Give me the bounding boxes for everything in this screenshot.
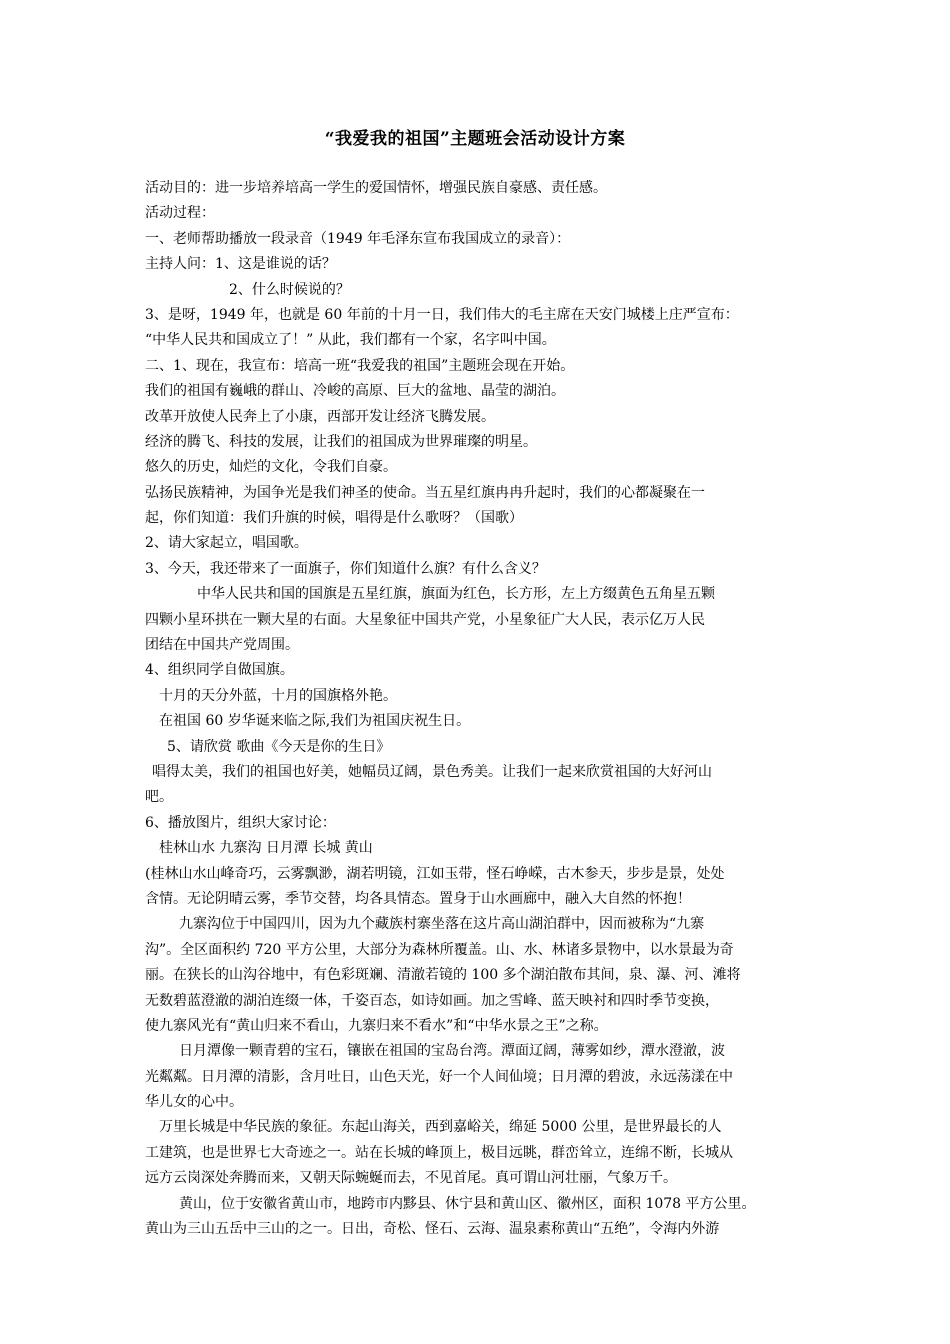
paragraph-line: 在祖国 60 岁华诞来临之际,我们为祖国庆祝生日。 <box>159 713 471 730</box>
paragraph-line: 含情。无论阴晴云雾，季节交替，均各具情态。置身于山水画廊中，融入大自然的怀抱！ <box>145 890 691 907</box>
paragraph-line: 6、播放图片，组织大家讨论： <box>145 814 336 831</box>
paragraph-line: 唱得太美，我们的祖国也好美，她幅员辽阔，景色秀美。让我们一起来欣赏祖国的大好河山 <box>152 763 712 780</box>
paragraph-line: 桂林山水 九寨沟 日月潭 长城 黄山 <box>159 840 373 857</box>
paragraph-line: 2、请大家起立，唱国歌。 <box>145 535 308 552</box>
paragraph-line: 黄山为三山五岳中三山的之一。日出，奇松、怪石、云海、温泉素称黄山“五绝”，令海内外游 <box>145 1221 720 1238</box>
paragraph-line: 3、今天，我还带来了一面旗子，你们知道什么旗？有什么含义？ <box>145 560 546 577</box>
paragraph-line: 活动目的：进一步培养培高一学生的爱国情怀，增强民族自豪感、责任感。 <box>145 180 607 196</box>
paragraph-line: 主持人问：1、这是谁说的话？ <box>145 256 336 273</box>
paragraph-line: 万里长城是中华民族的象征。东起山海关，西到嘉峪关，绵延 5000 公里，是世界最长的人 <box>159 1119 722 1136</box>
paragraph-line: 悠久的历史，灿烂的文化，令我们自豪。 <box>145 459 397 476</box>
paragraph-line: 起，你们知道：我们升旗的时候，唱得是什么歌呀？（国歌） <box>145 510 523 527</box>
paragraph-line: 无数碧蓝澄澈的湖泊连缀一体，千姿百态，如诗如画。加之雪峰、蓝天映衬和四时季节变换， <box>145 992 719 1009</box>
paragraph-line: 5、请欣赏 歌曲《今天是你的生日》 <box>167 738 391 755</box>
document-title: “我爱我的祖国”主题班会活动设计方案 <box>324 129 626 149</box>
paragraph-line: 4、组织同学自做国旗。 <box>145 662 294 679</box>
paragraph-line: 3、是呀，1949 年，也就是 60 年前的十月一日，我们伟大的毛主席在天安门城楼上庄严宣布： <box>145 306 739 323</box>
paragraph-line: 光粼粼。日月潭的清影，含月吐日，山色天光，好一个人间仙境；日月潭的碧波，永远荡漾在中 <box>145 1068 733 1085</box>
paragraph-line: 九寨沟位于中国四川，因为九个藏族村寨坐落在这片高山湖泊群中，因而被称为“九寨 <box>179 916 705 933</box>
paragraph-line: 华儿女的心中。 <box>145 1094 243 1111</box>
paragraph-line: 2、什么时候说的？ <box>229 281 350 298</box>
paragraph-line: 四颗小星环拱在一颗大星的右面。大星象征中国共产党，小星象征广大人民，表示亿万人民 <box>145 611 705 628</box>
paragraph-line: (桂林山水山峰奇巧，云雾飘渺，湖若明镜，江如玉带，怪石峥嵘，古木参天，步步是景，处处 <box>145 865 725 882</box>
paragraph-line: 我们的祖国有巍峨的群山、冷峻的高原、巨大的盆地、晶莹的湖泊。 <box>145 383 565 400</box>
paragraph-line: 弘扬民族精神，为国争光是我们神圣的使命。当五星红旗冉冉升起时，我们的心都凝聚在一 <box>145 484 705 501</box>
paragraph-line: 团结在中国共产党周围。 <box>145 637 299 654</box>
paragraph-line: 活动过程： <box>145 205 215 222</box>
paragraph-line: 中华人民共和国的国旗是五星红旗，旗面为红色，长方形，左上方缀黄色五角星五颗 <box>197 586 715 603</box>
paragraph-line: 黄山，位于安徽省黄山市，地跨市内黟县、休宁县和黄山区、徽州区，面积 1078 平方公里。 <box>179 1195 756 1212</box>
paragraph-line: 一、老师帮助播放一段录音（1949 年毛泽东宣布我国成立的录音）： <box>145 230 571 247</box>
paragraph-line: 远方云岗深处奔腾而来，又朝天际蜿蜒而去，不见首尾。真可谓山河壮丽，气象万千。 <box>145 1170 677 1187</box>
paragraph-line: 改革开放使人民奔上了小康，西部开发让经济飞腾发展。 <box>145 408 495 425</box>
document-body <box>145 176 820 1242</box>
paragraph-line: 经济的腾飞、科技的发展，让我们的祖国成为世界璀璨的明星。 <box>145 433 537 450</box>
paragraph-line: 十月的天分外蓝，十月的国旗格外艳。 <box>159 687 397 704</box>
paragraph-line: 使九寨风光有“黄山归来不看山，九寨归来不看水”和“中华水景之王”之称。 <box>145 1017 608 1034</box>
paragraph-line: 二、1、现在，我宣布：培高一班“我爱我的祖国”主题班会现在开始。 <box>145 357 575 374</box>
paragraph-line: “中华人民共和国成立了！” 从此，我们都有一个家，名字叫中国。 <box>145 332 556 349</box>
paragraph-line: 日月潭像一颗青碧的宝石，镶嵌在祖国的宝岛台湾。潭面辽阔，薄雾如纱，潭水澄澈，波 <box>179 1043 725 1060</box>
paragraph-line: 沟”。全区面积约 720 平方公里，大部分为森林所覆盖。山、水、林诸多景物中，以水景最为奇 <box>145 941 734 958</box>
paragraph-line: 吧。 <box>145 789 173 806</box>
paragraph-line: 工建筑，也是世界七大奇迹之一。站在长城的峰顶上，极目远眺，群峦耸立，连绵不断，长城从 <box>145 1144 733 1161</box>
paragraph-line: 丽。在狭长的山沟谷地中，有色彩斑斓、清澈若镜的 100 多个湖泊散布其间，泉、瀑、河、滩将 <box>145 967 741 984</box>
